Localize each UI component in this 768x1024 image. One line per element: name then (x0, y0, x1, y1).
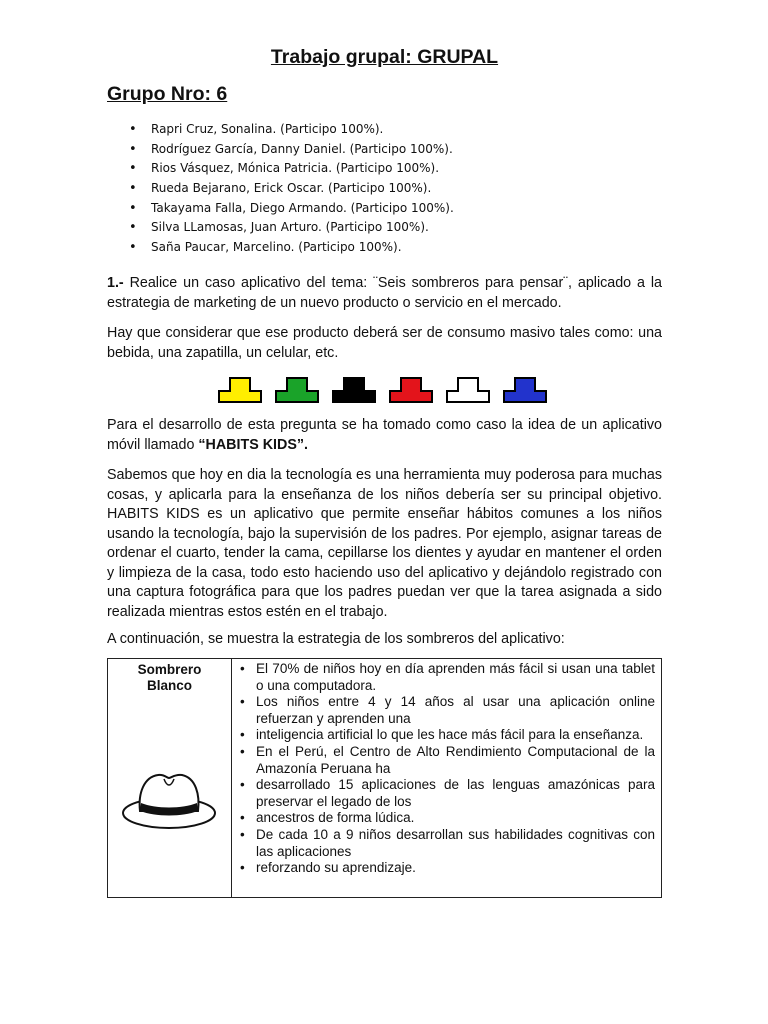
green-hat-icon (274, 376, 320, 404)
list-item: • desarrollado 15 aplicaciones de las lenguas amazónicas para preservar el legado de los (238, 777, 655, 810)
development-text: Para el desarrollo de esta pregunta se ha tomado como caso la idea de un aplicativo móvil llamado (107, 417, 662, 453)
question-number: 1.- (107, 275, 124, 291)
hat-points-list (238, 661, 655, 877)
list-item: • inteligencia artificial lo que les hace más fácil para la enseñanza. (238, 727, 655, 744)
list-item: • El 70% de niños hoy en día aprenden más fácil si usan una tablet o una computadora. (238, 661, 655, 694)
list-item: • reforzando su aprendizaje. (238, 860, 655, 877)
member-list (129, 120, 454, 258)
consider-paragraph: Hay que considerar que ese producto deberá ser de consumo masivo tales como: una bebida, una zapatilla, un celular, etc. (107, 325, 662, 361)
list-item: • De cada 10 a 9 niños desarrollan sus habilidades cognitivas con las aplicaciones (238, 827, 655, 860)
table-row (108, 659, 662, 898)
strategy-intro: A continuación, se muestra la estrategia de los sombreros del aplicativo: (107, 631, 565, 647)
white-hat-icon (445, 376, 491, 404)
member-item: • Takayama Falla, Diego Armando. (Participo 100%). (129, 199, 454, 219)
question-paragraph (107, 274, 662, 313)
development-paragraph (107, 416, 662, 455)
question-text: Realice un caso aplicativo del tema: ¨Seis sombreros para pensar¨, aplicado a la estrategia de marketing de un nuevo producto o servicio en el mercado. (107, 275, 662, 311)
six-hats-row (217, 376, 557, 406)
group-heading: Grupo Nro: 6 (107, 83, 228, 105)
hat-label-cell (108, 659, 232, 898)
blue-hat-icon (502, 376, 548, 404)
hat-label-line: Sombrero (137, 662, 202, 677)
list-item: • Los niños entre 4 y 14 años al usar una aplicación online refuerzan y aprenden una (238, 694, 655, 727)
black-hat-icon (331, 376, 377, 404)
list-item: • ancestros de forma lúdica. (238, 810, 655, 827)
list-item: • En el Perú, el Centro de Alto Rendimiento Computacional de la Amazonía Peruana ha (238, 744, 655, 777)
red-hat-icon (388, 376, 434, 404)
white-fedora-icon (120, 769, 218, 835)
strategy-table (107, 658, 662, 898)
document-title: Trabajo grupal: GRUPAL (270, 46, 499, 68)
member-item: • Rueda Bejarano, Erick Oscar. (Participo 100%). (129, 179, 454, 199)
description-paragraph: Sabemos que hoy en dia la tecnología es una herramienta muy poderosa para muchas cosas, y aplicarla para la enseñanza de los niños debería ser su principal objetivo. HABITS KIDS es un aplicativo que permite enseñar hábitos comunes a los niños usando la tecnología, bajo la supervisión de los padres. Por ejemplo, asignar tareas de ordenar el cuarto, tender la cama, cepillarse los dientes y ayudar en mantener el orden y limpieza de la casa, todo esto haciendo uso del aplicativo y dejándolo registrado con una captura fotográfica para que los padres puedan ver que la tarea asignada a sido realizada mientras estos estén en el trabajo. (107, 467, 662, 620)
member-item: • Saña Paucar, Marcelino. (Participo 100%). (129, 238, 454, 258)
member-item: • Silva LLamosas, Juan Arturo. (Participo 100%). (129, 218, 454, 238)
hat-points-cell (232, 659, 662, 898)
app-name: “HABITS KIDS”. (198, 436, 308, 453)
hat-label-line: Blanco (146, 678, 192, 693)
member-item: • Rapri Cruz, Sonalina. (Participo 100%). (129, 120, 454, 140)
member-item: • Rodríguez García, Danny Daniel. (Participo 100%). (129, 140, 454, 160)
yellow-hat-icon (217, 376, 263, 404)
member-item: • Rios Vásquez, Mónica Patricia. (Participo 100%). (129, 159, 454, 179)
